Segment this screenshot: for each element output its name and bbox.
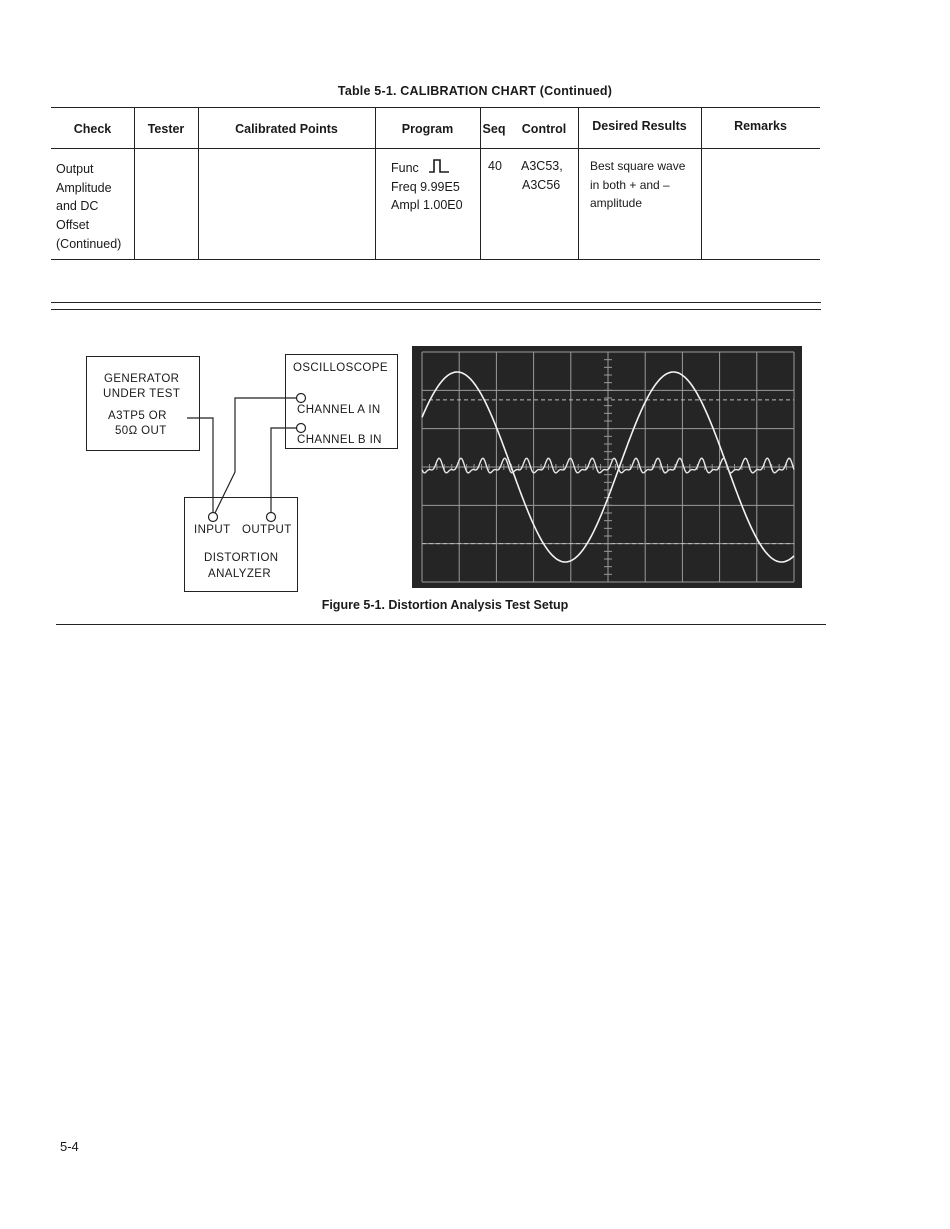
square-pulse-icon [428, 158, 450, 174]
cell-seq: 40 [488, 159, 502, 173]
desired-line: Best square wave [590, 159, 686, 173]
page-number: 5-4 [60, 1139, 79, 1154]
header-control: Control [521, 122, 567, 136]
header-program: Program [401, 122, 454, 136]
oscilloscope-title: OSCILLOSCOPE [293, 362, 388, 374]
header-seq: Seq [482, 122, 506, 136]
cell-control [521, 157, 563, 194]
oscilloscope-trace [412, 346, 802, 588]
channel-b-label: CHANNEL B IN [297, 434, 382, 446]
header-calibrated-points: Calibrated Points [235, 122, 338, 136]
program-func: Func [391, 161, 419, 175]
oscilloscope-screen-photo [412, 346, 802, 588]
check-line: (Continued) [56, 236, 122, 251]
generator-label: UNDER TEST [103, 388, 181, 400]
channel-a-label: CHANNEL A IN [297, 404, 381, 416]
cell-desired-results [590, 157, 685, 213]
header-desired-results: Desired Results [592, 119, 687, 133]
desired-line: amplitude [590, 196, 643, 211]
generator-label: 50Ω OUT [115, 425, 167, 437]
figure-bottom-rule [56, 624, 826, 625]
header-check: Check [73, 122, 112, 136]
control-line: A3C53, [521, 159, 563, 173]
generator-label: GENERATOR [104, 373, 180, 385]
analyzer-input-label: INPUT [194, 524, 231, 536]
check-line: Amplitude [56, 180, 112, 195]
control-line: A3C56 [522, 177, 561, 192]
analyzer-name: ANALYZER [208, 568, 272, 580]
figure-caption: Figure 5-1. Distortion Analysis Test Setup [321, 598, 569, 612]
check-line: and DC [56, 199, 99, 214]
table-title: Table 5-1. CALIBRATION CHART (Continued) [337, 84, 613, 98]
check-line: Offset [56, 218, 90, 233]
generator-label: A3TP5 OR [108, 410, 167, 422]
header-remarks: Remarks [734, 119, 787, 133]
header-tester: Tester [147, 122, 185, 136]
check-line: Output [56, 162, 94, 176]
program-line: Ampl 1.00E0 [391, 198, 463, 213]
analyzer-name: DISTORTION [204, 552, 279, 564]
program-line: Freq 9.99E5 [391, 179, 460, 194]
desired-line: in both + and – [590, 177, 670, 192]
analyzer-output-label: OUTPUT [242, 524, 292, 536]
